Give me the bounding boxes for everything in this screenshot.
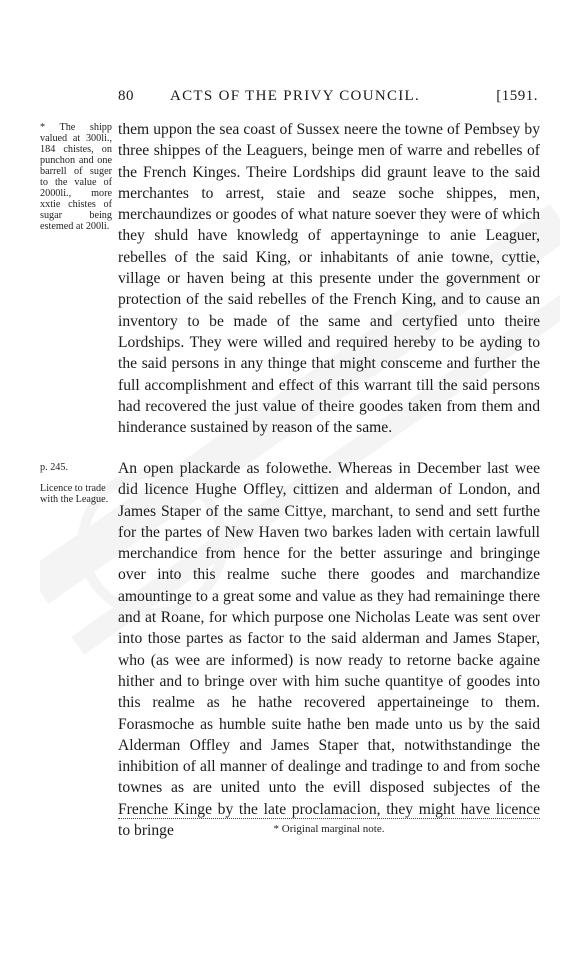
header-year: [1591. [496,88,538,104]
paragraph-warrant: them uppon the sea coast of Sussex neere the towne of Pembsey by three shippes of the Leaguers, beinge men of warre and rebelles of the French Kinges. Theire Lordships did graunt leave to the said merchantes to arrest, staie and seaze soche shippes, men, merchaundizes or goodes of what nature soever they were of which they shuld have knowledg of appertayninge to anie Leaguer, rebelles of the said King, or inhabitants of anie towne, cyttie, village or haven being at this presente under the government or protection of the said rebelles of the French King, and to cause an inventory to be made of the same and certyfied unto theire Lordships. They were willed and required hereby to be ayding to the said persons in any thinge that might consceme and further the full accomplishment and effect of this warrant till the said persons had recovered the just value of theire goodes taken from them and hinderance sustained by reason of the same. [118,121,540,437]
paragraph-plackarde: An open plackarde as folowethe. Whereas in December last wee did licence Hughe Offley, cittizen and alderman of London, and James Staper of the same Cittye, marchant, to send and sett furthe for the partes of New Haven two barkes laden with certain lawfull merchandice from hence for the better assuringe and bringinge over into this realme suche there goodes and marchandize amountinge to a great some and value as they had remaininge there and at Roane, for which purpose one Nicholas Leate was sent over into those partes as factor to the said alderman and James Staper, who (as wee are informed) is now ready to retorne backe againe hither and to bringe over with him suche quantitye of goodes into this realme as he hathe recovered appertaineinge to them. Forasmoche as humble suite hathe ben made unto us by the said Alderman Offley and James Staper that, notwithstandinge the inhibition of all manner of dealinge and tradinge to and from soche townes as are united unto the evill disposed subjectes of the Frenche Kinge by the late proclamacion, they might have licence to bringe [118,460,540,840]
running-header [118,88,538,112]
marginal-page-reference: p. 245. [40,462,69,473]
marginal-note-licence: Licence to trade with the League. [40,483,109,505]
running-title: ACTS OF THE PRIVY COUNCIL. [170,88,421,104]
marginal-note-ship-value: * The shipp valued at 300li., 184 chistes, on punchon and one barrell of suger to the value of 2000li., more xxtie chistes of sugar being estemed at 200li. [40,122,112,232]
page-number: 80 [118,88,134,104]
footnote-rule [118,818,540,819]
footnote: * Original marginal note. [273,823,385,835]
